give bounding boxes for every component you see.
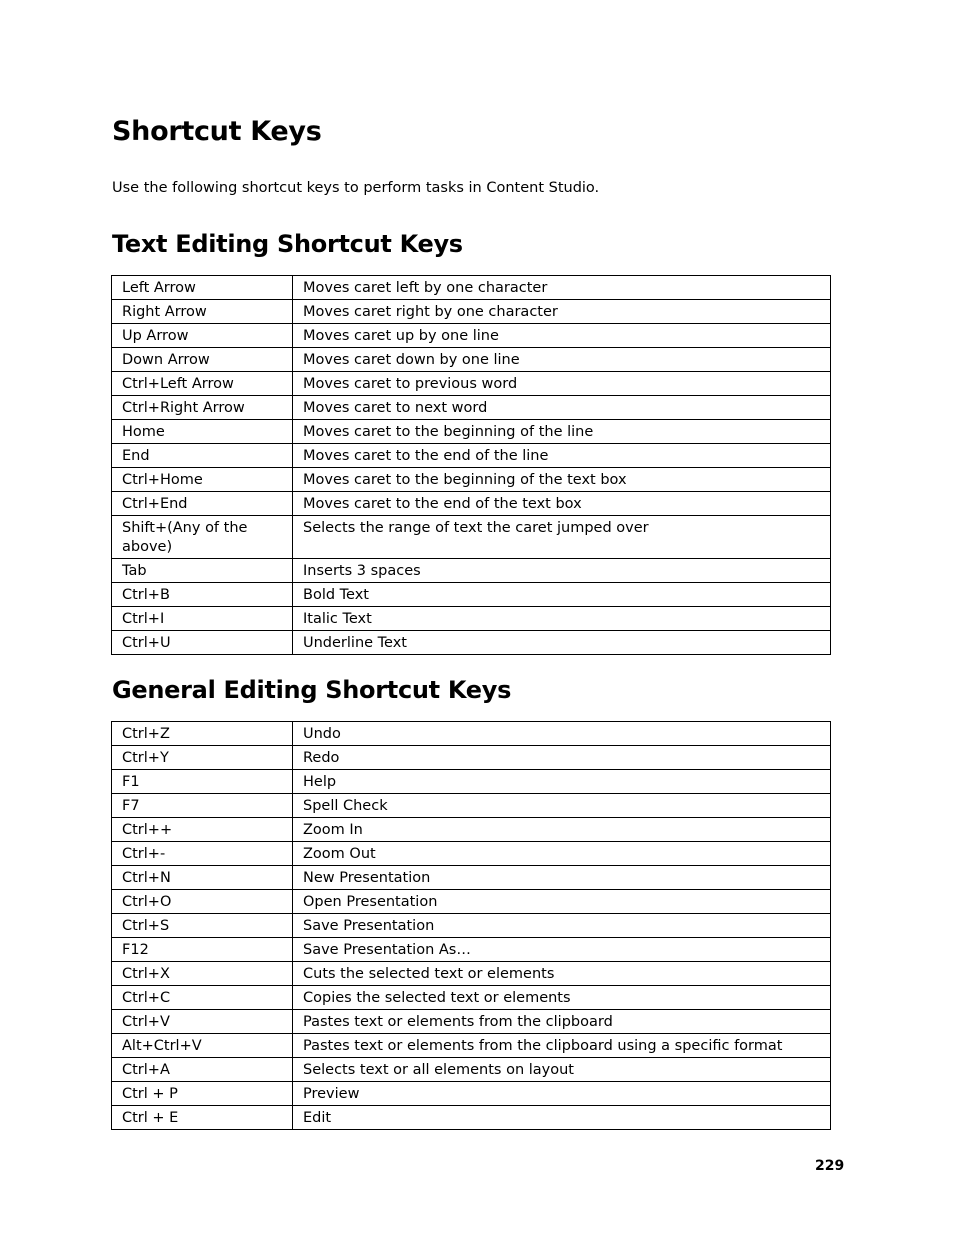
table-row	[112, 722, 831, 746]
table-row	[112, 631, 831, 655]
table-row	[112, 372, 831, 396]
shortcut-action-cell: Zoom In	[293, 818, 831, 842]
general-editing-table	[111, 721, 831, 1130]
shortcut-action-cell: Zoom Out	[293, 842, 831, 866]
table-row	[112, 794, 831, 818]
shortcut-action-cell: Italic Text	[293, 607, 831, 631]
shortcut-key-cell: Ctrl+N	[112, 866, 293, 890]
table-row	[112, 276, 831, 300]
page-number: 229	[815, 1158, 845, 1174]
shortcut-action-cell: Pastes text or elements from the clipboard	[293, 1010, 831, 1034]
shortcut-action-cell: Moves caret to the beginning of the text box	[293, 468, 831, 492]
shortcut-action-cell: Underline Text	[293, 631, 831, 655]
shortcut-action-cell: Moves caret to previous word	[293, 372, 831, 396]
table-row	[112, 583, 831, 607]
table-row	[112, 396, 831, 420]
table-row	[112, 986, 831, 1010]
shortcut-key-cell: Ctrl+I	[112, 607, 293, 631]
text-editing-heading: Text Editing Shortcut Keys	[112, 230, 463, 258]
table-row	[112, 300, 831, 324]
shortcut-action-cell: Save Presentation	[293, 914, 831, 938]
table-row	[112, 1058, 831, 1082]
shortcut-action-cell: Preview	[293, 1082, 831, 1106]
table-row	[112, 770, 831, 794]
shortcut-key-cell: Ctrl+End	[112, 492, 293, 516]
shortcut-action-cell: Moves caret up by one line	[293, 324, 831, 348]
shortcut-key-cell: Down Arrow	[112, 348, 293, 372]
shortcut-action-cell: Moves caret right by one character	[293, 300, 831, 324]
shortcut-key-cell: Ctrl+U	[112, 631, 293, 655]
shortcut-action-cell: New Presentation	[293, 866, 831, 890]
shortcut-action-cell: Inserts 3 spaces	[293, 559, 831, 583]
shortcut-key-cell: Shift+(Any of the above)	[112, 516, 293, 559]
shortcut-key-cell: Ctrl+C	[112, 986, 293, 1010]
shortcut-action-cell: Copies the selected text or elements	[293, 986, 831, 1010]
page-title: Shortcut Keys	[112, 116, 322, 147]
text-editing-table	[111, 275, 831, 655]
table-row	[112, 444, 831, 468]
table-row	[112, 842, 831, 866]
table-row	[112, 1106, 831, 1130]
shortcut-action-cell: Moves caret to the end of the text box	[293, 492, 831, 516]
shortcut-key-cell: Ctrl+V	[112, 1010, 293, 1034]
shortcut-key-cell: F12	[112, 938, 293, 962]
table-row	[112, 420, 831, 444]
shortcut-action-cell: Save Presentation As…	[293, 938, 831, 962]
shortcut-key-cell: Ctrl+Y	[112, 746, 293, 770]
table-row	[112, 962, 831, 986]
shortcut-action-cell: Undo	[293, 722, 831, 746]
shortcut-action-cell: Selects text or all elements on layout	[293, 1058, 831, 1082]
shortcut-key-cell: Ctrl+Left Arrow	[112, 372, 293, 396]
shortcut-key-cell: Ctrl + P	[112, 1082, 293, 1106]
shortcut-action-cell: Moves caret to the end of the line	[293, 444, 831, 468]
shortcut-key-cell: End	[112, 444, 293, 468]
shortcut-key-cell: F1	[112, 770, 293, 794]
table-row	[112, 818, 831, 842]
shortcut-key-cell: Ctrl+Home	[112, 468, 293, 492]
table-row	[112, 914, 831, 938]
shortcut-key-cell: Ctrl+-	[112, 842, 293, 866]
shortcut-action-cell: Cuts the selected text or elements	[293, 962, 831, 986]
table-row	[112, 746, 831, 770]
shortcut-action-cell: Help	[293, 770, 831, 794]
shortcut-action-cell: Moves caret left by one character	[293, 276, 831, 300]
table-row	[112, 468, 831, 492]
shortcut-action-cell: Moves caret to the beginning of the line	[293, 420, 831, 444]
shortcut-key-cell: Right Arrow	[112, 300, 293, 324]
table-row	[112, 324, 831, 348]
table-row	[112, 348, 831, 372]
shortcut-key-cell: Left Arrow	[112, 276, 293, 300]
table-row	[112, 559, 831, 583]
shortcut-key-cell: Ctrl+Right Arrow	[112, 396, 293, 420]
shortcut-action-cell: Moves caret to next word	[293, 396, 831, 420]
shortcut-key-cell: F7	[112, 794, 293, 818]
shortcut-key-cell: Tab	[112, 559, 293, 583]
shortcut-key-cell: Ctrl+A	[112, 1058, 293, 1082]
shortcut-key-cell: Home	[112, 420, 293, 444]
shortcut-action-cell: Open Presentation	[293, 890, 831, 914]
shortcut-action-cell: Selects the range of text the caret jumped over	[293, 516, 831, 559]
table-row	[112, 516, 831, 559]
table-row	[112, 1034, 831, 1058]
general-editing-heading: General Editing Shortcut Keys	[112, 676, 512, 704]
table-row	[112, 866, 831, 890]
shortcut-key-cell: Ctrl++	[112, 818, 293, 842]
intro-paragraph: Use the following shortcut keys to perform tasks in Content Studio.	[112, 180, 600, 196]
shortcut-action-cell: Spell Check	[293, 794, 831, 818]
table-row	[112, 938, 831, 962]
shortcut-action-cell: Redo	[293, 746, 831, 770]
table-row	[112, 1082, 831, 1106]
table-row	[112, 607, 831, 631]
shortcut-key-cell: Ctrl+X	[112, 962, 293, 986]
shortcut-action-cell: Moves caret down by one line	[293, 348, 831, 372]
shortcut-action-cell: Bold Text	[293, 583, 831, 607]
shortcut-key-cell: Ctrl+Z	[112, 722, 293, 746]
shortcut-key-cell: Alt+Ctrl+V	[112, 1034, 293, 1058]
shortcut-key-cell: Ctrl + E	[112, 1106, 293, 1130]
shortcut-key-cell: Ctrl+B	[112, 583, 293, 607]
shortcut-action-cell: Edit	[293, 1106, 831, 1130]
shortcut-key-cell: Ctrl+O	[112, 890, 293, 914]
shortcut-key-cell: Up Arrow	[112, 324, 293, 348]
table-row	[112, 1010, 831, 1034]
table-row	[112, 492, 831, 516]
shortcut-key-cell: Ctrl+S	[112, 914, 293, 938]
table-row	[112, 890, 831, 914]
shortcut-action-cell: Pastes text or elements from the clipboard using a specific format	[293, 1034, 831, 1058]
